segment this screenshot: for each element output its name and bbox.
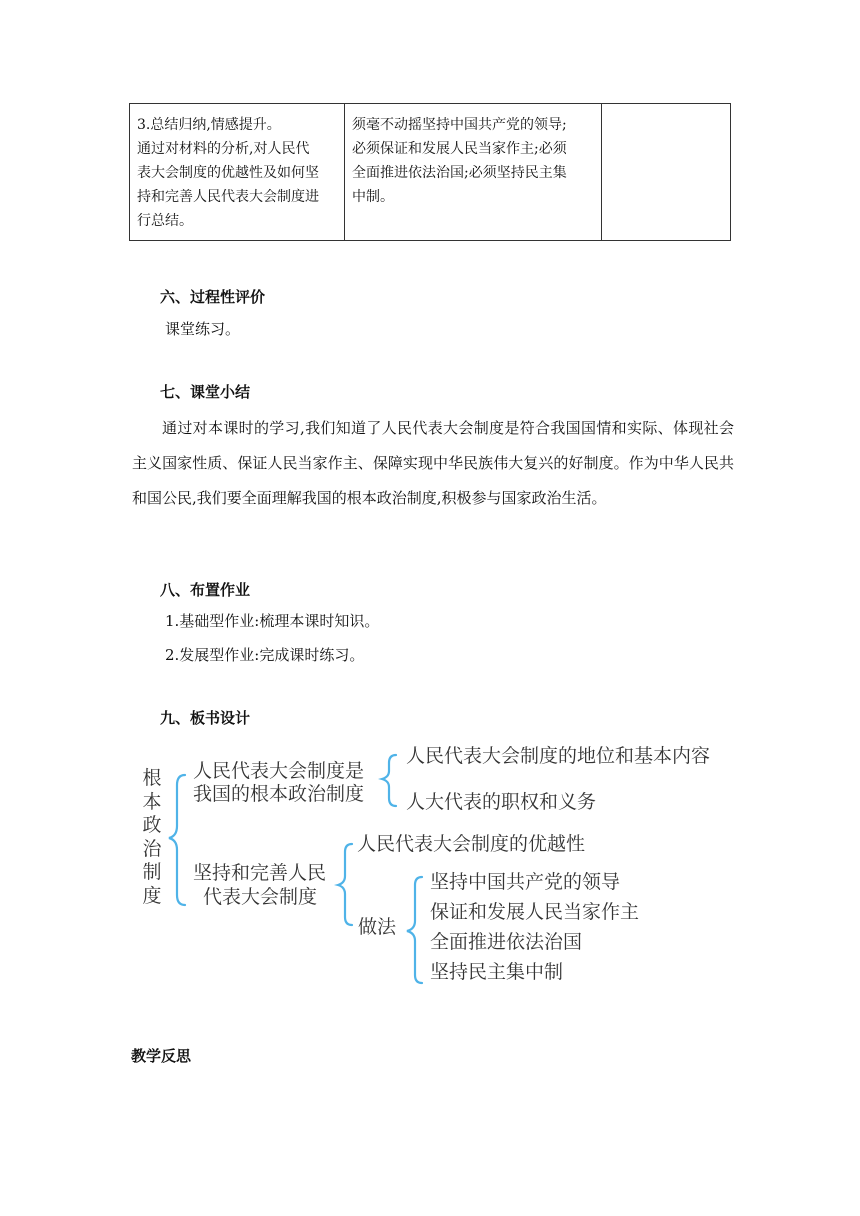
table-cell-notes — [602, 104, 731, 241]
bracket-branch2 — [338, 844, 352, 925]
cell-line: 表大会制度的优越性及如何坚 — [137, 165, 319, 181]
table-row — [130, 104, 731, 241]
branch1-line: 我国的根本政治制度 — [193, 783, 365, 805]
root-char: 治 — [142, 837, 162, 860]
bracket-branch1 — [382, 755, 396, 806]
section-title-homework: 八、布置作业 — [160, 581, 251, 599]
branch2-child: 人民代表大会制度的优越性 — [357, 833, 586, 855]
cell-line: 中制。 — [352, 189, 394, 205]
root-char: 本 — [142, 790, 162, 813]
section-title-reflection: 教学反思 — [131, 1047, 192, 1065]
section-title-evaluation: 六、过程性评价 — [160, 288, 266, 306]
root-char: 制 — [142, 861, 162, 883]
table-cell-content — [345, 104, 602, 241]
cell-line: 3.总结归纳,情感提升。 — [137, 117, 281, 133]
root-char: 根 — [142, 767, 162, 789]
bracket-root — [169, 775, 185, 905]
homework-item: 1.基础型作业:梳理本课时知识。 — [165, 612, 380, 630]
cell-line: 通过对材料的分析,对人民代 — [137, 141, 310, 157]
table-cell-step — [130, 104, 345, 241]
branch2-line: 代表大会制度 — [203, 886, 318, 908]
board-root-label — [140, 767, 164, 908]
branch1-child: 人民代表大会制度的地位和基本内容 — [406, 745, 711, 767]
cell-line: 持和完善人民代表大会制度进 — [137, 189, 319, 205]
method-label: 做法 — [358, 916, 397, 938]
homework-item: 2.发展型作业:完成课时练习。 — [165, 646, 365, 664]
root-char: 政 — [142, 814, 162, 836]
lesson-table — [129, 103, 731, 241]
section-title-board-design: 九、板书设计 — [160, 709, 251, 727]
cell-line: 行总结。 — [137, 213, 193, 229]
bracket-method — [407, 877, 422, 983]
branch1-child: 人大代表的职权和义务 — [406, 791, 597, 813]
cell-line: 全面推进依法治国;必须坚持民主集 — [352, 165, 567, 181]
section-body-summary: 通过对本课时的学习,我们知道了人民代表大会制度是符合我国国情和实际、体现社会主义国家性质、保证人民当家作主、保障实现中华民族伟大复兴的好制度。作为中华人民共和国公民,我们要全面理解我国的根本政治制度,积极参与国家政治生活。 — [132, 419, 734, 507]
branch2-line: 坚持和完善人民 — [193, 862, 327, 884]
section-body-evaluation: 课堂练习。 — [165, 320, 241, 338]
method-item: 坚持民主集中制 — [430, 961, 564, 983]
section-title-summary: 七、课堂小结 — [160, 383, 251, 401]
method-item: 全面推进依法治国 — [430, 931, 583, 953]
cell-line: 须毫不动摇坚持中国共产党的领导; — [352, 117, 567, 133]
cell-line: 必须保证和发展人民当家作主;必须 — [352, 141, 567, 157]
method-item: 坚持中国共产党的领导 — [430, 871, 621, 893]
root-char: 度 — [142, 884, 162, 907]
method-item: 保证和发展人民当家作主 — [430, 901, 640, 923]
branch1-line: 人民代表大会制度是 — [193, 760, 365, 782]
